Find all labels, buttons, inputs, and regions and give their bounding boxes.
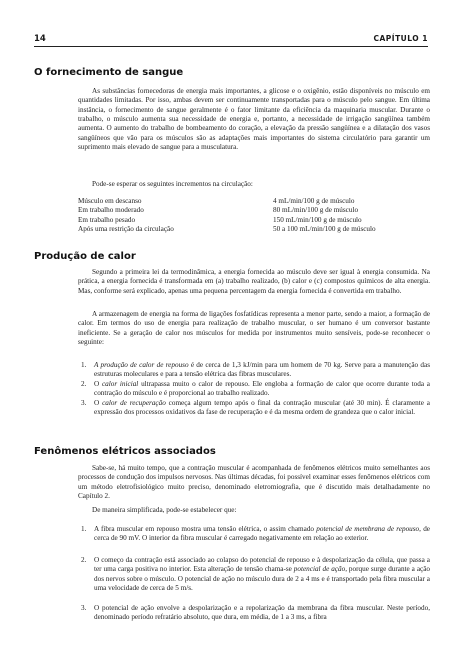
list-item	[78, 525, 430, 544]
circulation-table	[78, 197, 430, 234]
table-row	[78, 225, 430, 234]
list-number: 3.	[81, 604, 87, 612]
header-rule	[34, 46, 428, 47]
paragraph: Sabe-se, há muito tempo, que a contração muscular é acompanhada de fenômenos elétricos muito semelhantes aos processos de condução dos impulsos nervosos. Nas últimas décadas, foi possível examinar esses fenômenos elétricos com um método eletrofisiológico muito preciso, denominado eletromiografia, que é discutido mais detalhadamente no Capítulo 2.	[78, 464, 430, 501]
list-item	[78, 556, 430, 593]
paragraph: As substâncias fornecedoras de energia mais importantes, a glicose e o oxigênio, estão disponíveis no músculo em quantidades limitadas. Por isso, ambas devem ser continuamente transportadas para o músculo pelo sangue. Em última instância, o fornecimento de sangue geralmente é o fator limitante da eficiência da maquinaria muscular. Durante o trabalho, o músculo aumenta sua necessidade de energia e, portanto, a necessidade de irrigação sangüínea também aumenta. O aumento do trabalho de bombeamento do coração, a elevação da pressão sangüínea e a dilatação dos vasos sangüíneos que vão para os músculos são as adaptações mais importantes do sistema circulatório para garantir um suprimento mais elevado de sangue para a musculatura.	[78, 87, 430, 152]
table-row	[78, 216, 430, 225]
paragraph: Pode-se esperar os seguintes incrementos na circulação:	[92, 180, 253, 188]
chapter-label: CAPÍTULO 1	[373, 34, 428, 43]
list-item	[78, 399, 430, 418]
emphasis: potencial de ação	[293, 565, 346, 574]
paragraph: De maneira simplificada, pode-se estabelecer que:	[92, 506, 237, 514]
list-text: A fibra muscular em repouso mostra uma tensão elétrica, o assim chamado	[94, 525, 317, 533]
table-cell: Músculo em descanso	[78, 197, 142, 205]
table-cell: Em trabalho pesado	[78, 215, 136, 224]
list-text: ultrapassa muito o calor de repouso. Ele engloba a formação de calor que ocorre durante toda a contração do músculo e é proporcional ao trabalho realizado.	[94, 380, 430, 398]
list-number: 2.	[81, 380, 87, 388]
list-item	[78, 380, 430, 399]
emphasis: calor de recuperação	[102, 399, 166, 407]
list-text: começa algum tempo após o final da contração muscular (até 30 min). É claramente a expressão dos processos oxidativos da fase de recuperação e é da mesma ordem de grandeza que o calor inicial.	[94, 399, 430, 417]
list-item	[78, 604, 430, 623]
list-number: 2.	[81, 556, 87, 564]
table-cell: 80 mL/min/100 g de músculo	[273, 206, 359, 215]
list-item	[78, 361, 430, 380]
table-row	[78, 197, 430, 206]
section-title-heat-production: Produção de calor	[34, 251, 136, 262]
section-title-electrical-phenomena: Fenômenos elétricos associados	[34, 446, 216, 457]
table-cell: 4 mL/min/100 g de músculo	[273, 197, 355, 205]
list-number: 3.	[81, 399, 87, 407]
list-text: O	[94, 399, 103, 407]
paragraph: Segundo a primeira lei da termodinâmica, a energia fornecida ao músculo deve ser igual à energia consumida. Na prática, a energia fornecida é transformada em (a) trabalho realizado, (b) calor e (c) compostos químicos de alta energia. Mas, conforme será explicado, apenas uma pequena percentagem da energia fornecida é convertida em trabalho.	[78, 268, 430, 295]
list-number: 1.	[81, 361, 87, 369]
list-text: , porque surge durante a ação dos nervos sobre o músculo. O potencial de ação no músculo dura de 2 a 4 ms e é transportado pela fibra muscular a uma velocidade de cerca de 5 m/s.	[94, 565, 430, 593]
list-text: O começo da contração está associado ao colapso do potencial de repouso e à despolarização da célula, que passa a ter uma carga positiva no interior. Esta alteração de tensão chama-se	[94, 556, 430, 574]
list-text: , de cerca de 90 mV. O interior da fibra muscular é carregado negativamente em relação ao exterior.	[94, 525, 430, 543]
table-cell: 50 a 100 mL/min/100 g de músculo	[273, 225, 376, 234]
list-number: 1.	[81, 525, 87, 533]
table-cell: 150 mL/min/100 g de músculo	[273, 215, 362, 224]
section-title-blood-supply: O fornecimento de sangue	[34, 67, 184, 78]
table-cell: Em trabalho moderado	[78, 206, 144, 215]
emphasis: calor inicial	[101, 380, 139, 388]
list-text: O potencial de ação envolve a despolarização e a repolarização da membrana da fibra muscular. Neste período, denominado período refratário absoluto, que dura, em média, de 1 a 3 ms, a fibra	[94, 604, 430, 622]
emphasis: potencial de membrana de repouso	[316, 525, 420, 533]
emphasis: A produção de calor de repouso	[94, 361, 189, 369]
table-cell: Após uma restrição da circulação	[78, 225, 174, 234]
paragraph: A armazenagem de energia na forma de ligações fosfatídicas representa a menor parte, sendo a maior, a formação de calor. Em termos do uso de energia para realização de trabalho muscular, o ser humano é um conversor bastante ineficiente. Se a geração de calor nos músculos for medida por instrumentos muito sensíveis, pode-se reconhecer o seguinte:	[78, 310, 430, 347]
list-text: O	[94, 380, 102, 388]
page-number: 14	[34, 34, 46, 44]
table-row	[78, 206, 430, 215]
list-text: é de cerca de 1,3 kJ/min para um homem de 70 kg. Serve para a manutenção das estruturas moleculares e para a tensão elétrica das fibras musculares.	[94, 361, 430, 379]
